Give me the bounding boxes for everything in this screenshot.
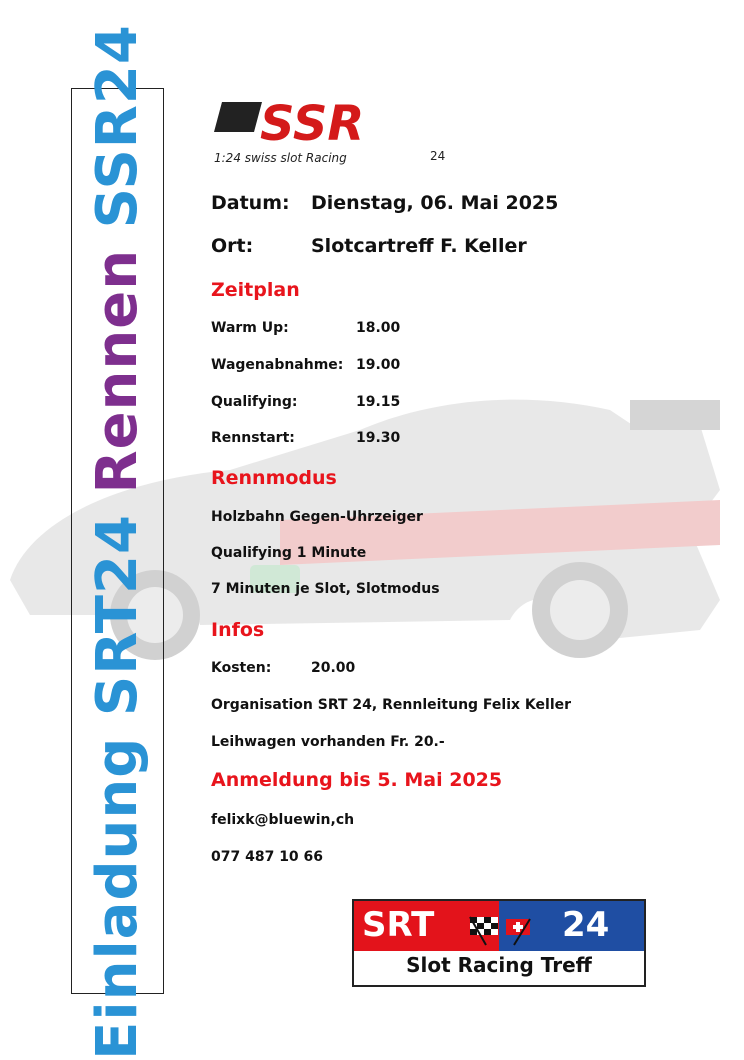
contact-email[interactable]: felixk@bluewin,ch bbox=[211, 812, 355, 828]
ort-label: Ort: bbox=[211, 235, 254, 257]
vertical-title-race: Rennen bbox=[85, 248, 150, 494]
vertical-title-series: SSR24 bbox=[85, 24, 150, 229]
kosten-value: 20.00 bbox=[311, 660, 356, 676]
rennmodus-line-2: Qualifying 1 Minute bbox=[211, 545, 367, 561]
srt-logo-subtitle: Slot Racing Treff bbox=[406, 953, 592, 977]
vertical-title-box bbox=[71, 24, 164, 1060]
ssr24-logo bbox=[212, 92, 462, 172]
checkered-flag-icon bbox=[466, 913, 536, 947]
zeitplan-qualifying-time: 19.15 bbox=[356, 394, 401, 410]
anmeldung-heading: Anmeldung bis 5. Mai 2025 bbox=[211, 769, 503, 791]
zeitplan-rennstart-label: Rennstart: bbox=[211, 430, 295, 446]
datum-label: Datum: bbox=[211, 192, 290, 214]
zeitplan-rennstart-time: 19.30 bbox=[356, 430, 401, 446]
vertical-title bbox=[85, 24, 150, 1060]
rennmodus-line-1: Holzbahn Gegen-Uhrzeiger bbox=[211, 509, 423, 525]
ssr-logo-suffix: 24 bbox=[430, 149, 446, 163]
datum-value: Dienstag, 06. Mai 2025 bbox=[311, 192, 559, 214]
infos-heading: Infos bbox=[211, 619, 265, 641]
kosten-label: Kosten: bbox=[211, 660, 272, 676]
leihwagen-text: Leihwagen vorhanden Fr. 20.- bbox=[211, 734, 445, 750]
zeitplan-warmup-time: 18.00 bbox=[356, 320, 401, 336]
ort-value: Slotcartreff F. Keller bbox=[311, 235, 527, 257]
zeitplan-heading: Zeitplan bbox=[211, 279, 300, 301]
srt24-logo bbox=[352, 899, 646, 987]
srt-logo-text: SRT bbox=[362, 905, 435, 945]
zeitplan-warmup-label: Warm Up: bbox=[211, 320, 289, 336]
ssr-logo-letters: SSR bbox=[260, 96, 365, 152]
zeitplan-qualifying-label: Qualifying: bbox=[211, 394, 298, 410]
zeitplan-wagenabnahme-label: Wagenabnahme: bbox=[211, 357, 344, 373]
rennmodus-line-3: 7 Minuten je Slot, Slotmodus bbox=[211, 581, 440, 597]
contact-phone[interactable]: 077 487 10 66 bbox=[211, 849, 324, 865]
zeitplan-wagenabnahme-time: 19.00 bbox=[356, 357, 401, 373]
rennmodus-heading: Rennmodus bbox=[211, 467, 337, 489]
organisation-text: Organisation SRT 24, Rennleitung Felix Keller bbox=[211, 697, 572, 713]
ssr-logo-tagline: 1:24 swiss slot Racing bbox=[214, 151, 347, 165]
srt-logo-number: 24 bbox=[562, 905, 610, 945]
vertical-title-invitation: Einladung SRT24 bbox=[85, 514, 150, 1060]
